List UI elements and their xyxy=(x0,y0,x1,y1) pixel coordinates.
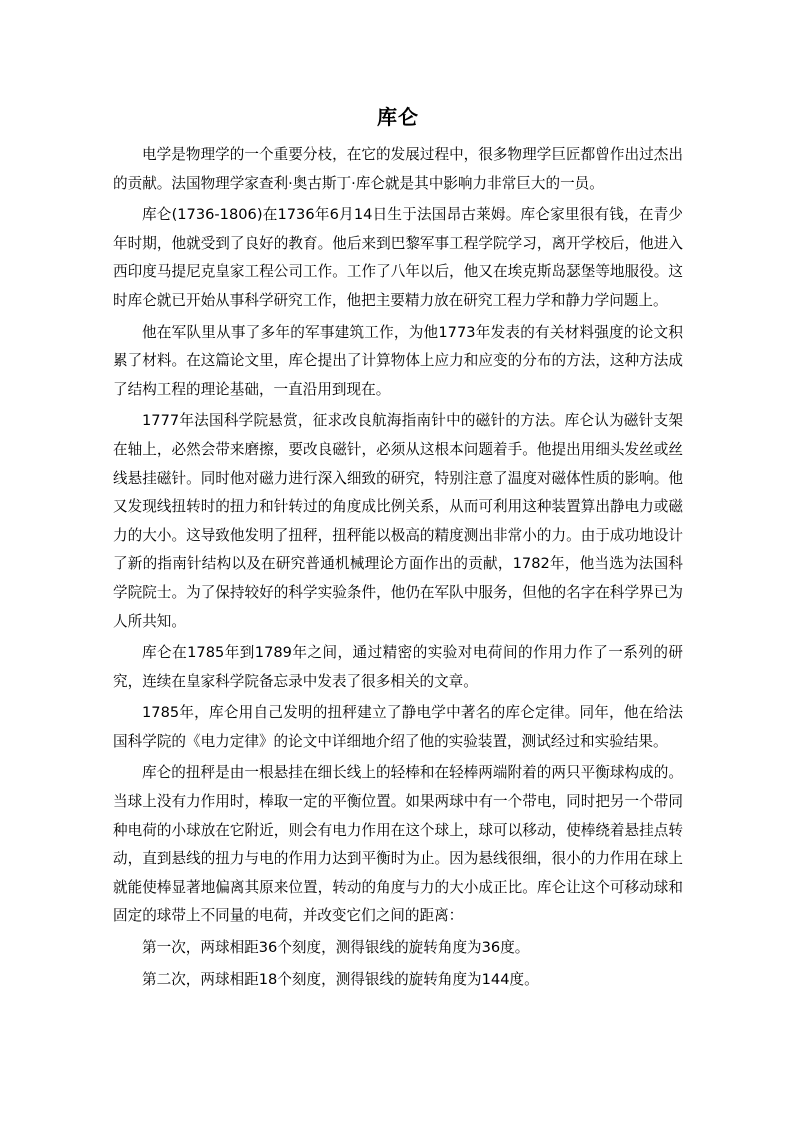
document-body xyxy=(113,97,683,997)
paragraph-torsion-balance-invention: 1777年法国科学院悬赏，征求改良航海指南针中的磁针的方法。库仑认为磁针支架在轴上，必然会带来磨擦，要改良磁针，必须从这根本问题着手。他提出用细头发丝或丝线悬挂磁针。同时他对磁力进行深入细致的研究，特别注意了温度对磁体性质的影响。他又发现线扭转时的扭力和针转过的角度成比例关系，从而可利用这种装置算出静电力或磁力的大小。这导致他发明了扭秤，扭秤能以极高的精度测出非常小的力。由于成功地设计了新的指南针结构以及在研究普通机械理论方面作出的贡献，1782年，他当选为法国科学院院士。为了保持较好的科学实验条件，他仍在军队中服务，但他的名字在科学界已为人所共知。 xyxy=(113,412,683,630)
document-title: 库仑 xyxy=(377,105,419,129)
paragraph-intro: 电学是物理学的一个重要分枝，在它的发展过程中，很多物理学巨匠都曾作出过杰出的贡献。法国物理学家查利·奥古斯丁·库仑就是其中影响力非常巨大的一员。 xyxy=(113,146,683,192)
paragraph-first-trial: 第一次，两球相距36个刻度，测得银线的旋转角度为36度。 xyxy=(142,939,530,957)
paragraph-biography: 库仑(1736-1806)在1736年6月14日生于法国昂古莱姆。库仑家里很有钱，在青少年时期，他就受到了良好的教育。他后来到巴黎军事工程学院学习，离开学校后，他进入西印度马提尼克皇家工程公司工作。工作了八年以后，他又在埃克斯岛瑟堡等地服役。这时库仑就已开始从事科学研究工作，他把主要精力放在研究工程力学和静力学问题上。 xyxy=(113,206,683,309)
paragraph-torsion-balance-description: 库仑的扭秤是由一根悬挂在细长线上的轻棒和在轻棒两端附着的两只平衡球构成的。当球上没有力作用时，棒取一定的平衡位置。如果两球中有一个带电，同时把另一个带同种电荷的小球放在它附近，则会有电力作用在这个球上，球可以移动，使棒绕着悬挂点转动，直到悬线的扭力与电的作用力达到平衡时为止。因为悬线很细，很小的力作用在球上就能使棒显著地偏离其原来位置，转动的角度与力的大小成正比。库仑让这个可移动球和固定的球带上不同量的电荷，并改变它们之间的距离： xyxy=(113,764,683,925)
paragraph-second-trial: 第二次，两球相距18个刻度，测得银线的旋转角度为144度。 xyxy=(142,970,539,988)
paragraph-military-work: 他在军队里从事了多年的军事建筑工作，为他1773年发表的有关材料强度的论文积累了材料。在这篇论文里，库仑提出了计算物体上应力和应变的分布的方法，这种方法成了结构工程的理论基础，一直沿用到现在。 xyxy=(113,323,683,398)
paragraph-charge-research: 库仑在1785年到1789年之间，通过精密的实验对电荷间的作用力作了一系列的研究，连续在皇家科学院备忘录中发表了很多相关的文章。 xyxy=(113,644,683,690)
paragraph-coulomb-law: 1785年，库仑用自己发明的扭秤建立了静电学中著名的库仑定律。同年，他在给法国科学院的《电力定律》的论文中详细地介绍了他的实验装置，测试经过和实验结果。 xyxy=(113,704,683,750)
